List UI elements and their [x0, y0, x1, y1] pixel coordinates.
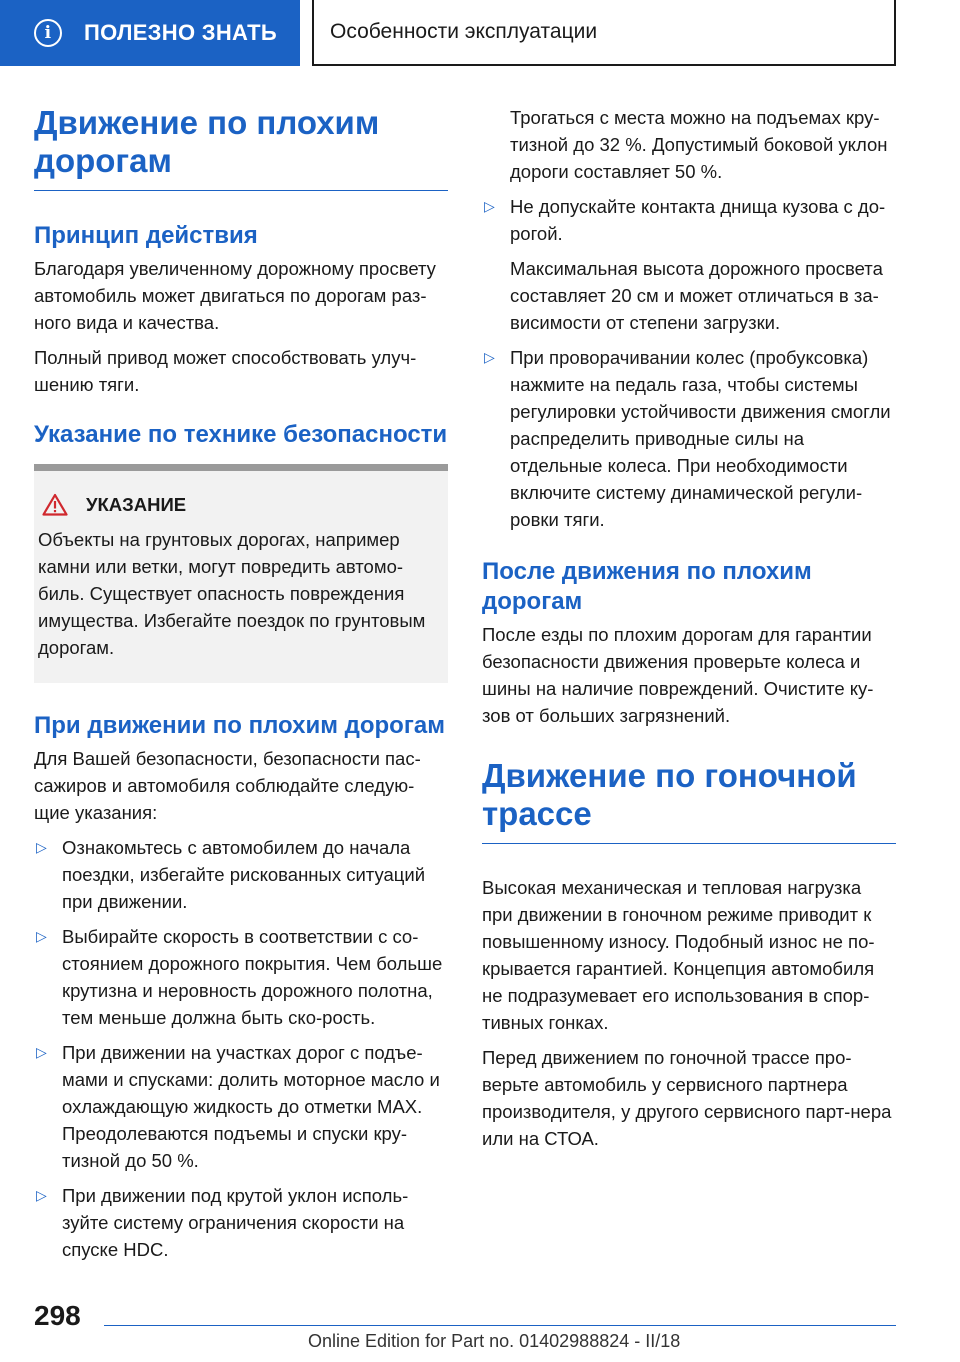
- principle-paragraph-1: Благодаря увеличенному дорожному просвету автомобиль может двигаться по дорогам раз-ного вида и качества.: [34, 258, 436, 333]
- list-item: [482, 193, 896, 247]
- clearance-paragraph: Максимальная высота дорожного просвета составляет 20 см и может отличаться в за-висимости от степени загрузки.: [510, 258, 883, 333]
- header-tab: [0, 0, 300, 66]
- race-paragraph-1: Высокая механическая и тепловая нагрузка при движении в гоночном режиме приводит к повышенному износу. Подобный износ не по-крывается гарантией. Концепция автомобиля не подразумевает его использования в спор-тивных гонках.: [482, 877, 875, 1033]
- list-item-text: Не допускайте контакта днища кузова с до-рогой.: [510, 196, 886, 244]
- driving-heading: При движении по плохим дорогам: [34, 712, 445, 739]
- warning-triangle-icon: [42, 493, 68, 516]
- header-section-title: Особенности эксплуатации: [330, 20, 598, 43]
- after-heading: После движения по плохим дорогам: [482, 558, 812, 615]
- footer-edition: Online Edition for Part no. 01402988824 - II/18: [308, 1331, 681, 1351]
- right-bullet-list-2: [482, 344, 896, 533]
- right-bullet-list: [482, 193, 896, 247]
- warning-label: УКАЗАНИЕ: [86, 493, 187, 515]
- list-item-text: Ознакомьтесь с автомобилем до начала поездки, избегайте рискованных ситуаций при движении.: [62, 837, 426, 912]
- header-section-box: [312, 0, 896, 66]
- main-title: Движение по плохим дорогам: [34, 104, 448, 191]
- list-item-text: При движении под крутой уклон исполь-зуйте систему ограничения скорости на спуске HDC.: [62, 1185, 409, 1260]
- triangle-bullet-icon: ▷: [36, 1044, 47, 1060]
- info-icon: i: [34, 19, 62, 47]
- list-item-text: Выбирайте скорость в соответствии с со-стоянием дорожного покрытия. Чем больше крутизна и неровность дорожного полотна, тем меньше должна быть ско-рость.: [62, 926, 443, 1028]
- triangle-bullet-icon: ▷: [36, 839, 47, 855]
- race-paragraph-2: Перед движением по гоночной трассе про-верьте автомобиль у сервисного партнера производителя, у другого сервисного парт-нера или на СТОА.: [482, 1047, 892, 1149]
- safety-heading: Указание по технике безопасности: [34, 421, 448, 448]
- warning-box: [34, 464, 448, 683]
- list-item-text: При движении на участках дорог с подъе-мами и спусками: долить моторное масло и охлаждающую жидкость до отметки MAX. Преодолеваются подъемы и спуски кру-тизной до 50 %.: [62, 1042, 440, 1171]
- principle-heading: Принцип действия: [34, 222, 258, 249]
- driving-bullet-list: [34, 834, 448, 1263]
- left-column: [34, 104, 448, 1271]
- continued-paragraph: Трогаться с места можно на подъемах кру-тизной до 32 %. Допустимый боковой уклон дороги составляет 50 %.: [510, 107, 888, 182]
- triangle-bullet-icon: ▷: [484, 198, 495, 214]
- list-item: [34, 834, 448, 915]
- triangle-bullet-icon: ▷: [36, 928, 47, 944]
- page-number: 298: [34, 1300, 81, 1331]
- warning-header: [38, 493, 442, 516]
- list-item: [34, 1182, 448, 1263]
- list-item: [34, 923, 448, 1031]
- list-item: [482, 344, 896, 533]
- driving-intro: Для Вашей безопасности, безопасности пас-сажиров и автомобиля соблюдайте следую-щие указания:: [34, 748, 421, 823]
- footer-divider: [104, 1325, 896, 1326]
- list-item-text: При проворачивании колес (пробуксовка) нажмите на педаль газа, чтобы системы регулировки устойчивости движения смогли распределить приводные силы на отдельные колеса. При необходимости включите систему динамической регули-ровки тяги.: [510, 347, 891, 530]
- header-tab-label: ПОЛЕЗНО ЗНАТЬ: [84, 20, 277, 45]
- list-item: [34, 1039, 448, 1174]
- triangle-bullet-icon: ▷: [36, 1187, 47, 1203]
- right-column: [482, 104, 896, 1160]
- triangle-bullet-icon: ▷: [484, 349, 495, 365]
- principle-paragraph-2: Полный привод может способствовать улуч-шению тяги.: [34, 347, 417, 395]
- warning-text: Объекты на грунтовых дорогах, например камни или ветки, могут повредить автомо-биль. Существует опасность повреждения имущества. Избегайте поездок по грунтовым дорогам.: [38, 529, 426, 658]
- race-title: Движение по гоночной трассе: [482, 757, 896, 844]
- after-paragraph: После езды по плохим дорогам для гарантии безопасности движения проверьте колеса и шины на наличие повреждений. Очистите ку-зов от больших загрязнений.: [482, 624, 874, 726]
